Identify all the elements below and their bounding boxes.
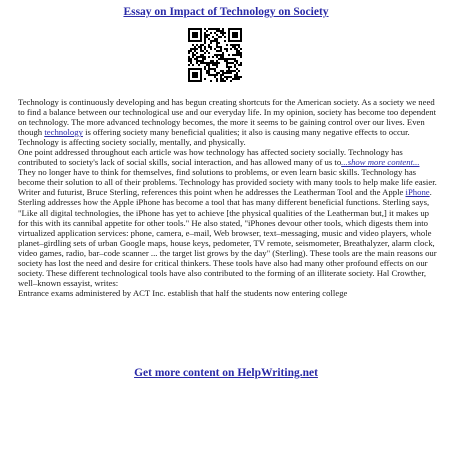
essay-title-link[interactable]: Essay on Impact of Technology on Society (123, 6, 329, 18)
paragraph-3-text-b: . Sterling addresses how the Apple iPhone has become a tool that has many different beneficial functions. Sterling says, "Like all digital technologies, the iPhone has yet to achieve [the physical qualities of the Leatherman but,] it makes up for this with its cannibal appetite for other tools." He also stated, "iPhones devour other tools, which digests them into virtualized application services: phone, camera, e–mail, Web browser, text–messaging, music and video players, whole planet–girdling sets of urban Google maps, house keys, pedometer, TV remote, seismometer, Breathalyzer, alarm clock, video games, radio, bar–code scanner ... the target list grows by the day" (Sterling). These tools are the main reasons our society has lost the need and desire for critical thinkers. These tools have also had many other profound effects on our society. These different technological tools have also contributed to the forming of an illiterate society. Hal Crowther, well–known essayist, writes: (18, 187, 437, 288)
paragraph-1-text-b: is offering society many beneficial qualities; it also is causing many negative effects to occur. Technology is affecting society socially, mentally, and physically. (18, 127, 410, 148)
qr-code-icon (188, 28, 242, 82)
footer-promo (0, 367, 452, 379)
iphone-link[interactable]: iPhone (405, 187, 430, 198)
paragraph-3 (18, 167, 438, 288)
essay-body (18, 97, 438, 298)
show-more-link[interactable]: ...show more content... (341, 157, 420, 168)
paragraph-3-text-a: They no longer have to think for themselves, find solutions to problems, or even learn basic skills. Technology has become their solution to all of their problems. Technology has provided society with many tools to help make life easier. Writer and futurist, Bruce Sterling, references this point when he addresses the Leatherman Tool and the Apple (18, 167, 437, 198)
paragraph-1 (18, 97, 438, 147)
footer-link[interactable]: Get more content on HelpWriting.net (134, 367, 318, 379)
paragraph-4 (18, 288, 438, 298)
essay-title (0, 6, 452, 18)
paragraph-2-text: One point addressed throughout each article was how technology has affected society socially. Technology has contributed to society's lack of social skills, social interaction, and has allowed many of us to (18, 147, 403, 168)
paragraph-1-text-a: Technology is continuously developing and has begun creating shortcuts for the American society. As a society we need to find a balance between our technological use and our everyday life. In my opinion, society has become too dependent on technology. The more advanced technology becomes, the more it seems to be gaining control over our lives. Even though (18, 97, 437, 138)
paragraph-2 (18, 147, 438, 167)
technology-link[interactable]: technology (44, 127, 83, 138)
paragraph-4-text: Entrance exams administered by ACT Inc. establish that half the students now entering college (18, 287, 348, 298)
